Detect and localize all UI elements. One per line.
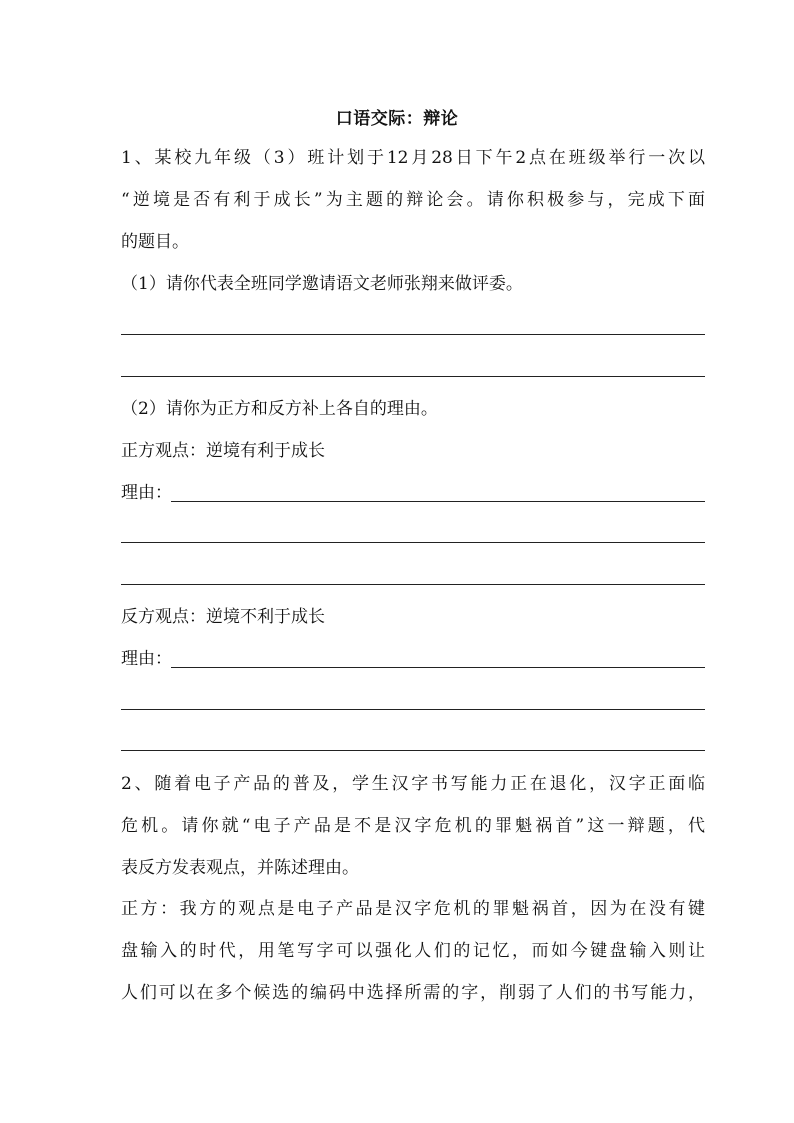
q2-line-1: 2、随着电子产品的普及，学生汉字书写能力正在退化，汉字正面临 <box>121 774 705 794</box>
answer-line[interactable] <box>121 376 705 377</box>
q1-sub1-prompt: （1）请你代表全班同学邀请语文老师张翔来做评委。 <box>121 274 523 294</box>
answer-line[interactable] <box>121 750 705 751</box>
answer-line[interactable] <box>171 501 705 502</box>
answer-line[interactable] <box>121 334 705 335</box>
answer-line[interactable] <box>121 709 705 710</box>
q2-answer-line-3: 人们可以在多个候选的编码中选择所需的字，削弱了人们的书写能力， <box>121 983 705 1003</box>
q1-line-1: 1、某校九年级（3）班计划于12月28日下午2点在班级举行一次以 <box>121 148 705 168</box>
pro-view: 正方观点：逆境有利于成长 <box>121 441 325 461</box>
q2-answer-line-2: 盘输入的时代，用笔写字可以强化人们的记忆，而如今键盘输入则让 <box>121 941 705 961</box>
q2-line-2: 危机。请你就“电子产品是不是汉字危机的罪魁祸首”这一辩题，代 <box>121 816 705 836</box>
page-title: 口语交际：辩论 <box>335 109 459 129</box>
answer-line[interactable] <box>121 542 705 543</box>
answer-line[interactable] <box>121 584 705 585</box>
q2-line-3: 表反方发表观点，并陈述理由。 <box>121 858 359 878</box>
pro-reason-label: 理由： <box>121 483 172 503</box>
q1-line-2: “逆境是否有利于成长”为主题的辩论会。请你积极参与，完成下面 <box>121 190 705 210</box>
q1-line-3: 的题目。 <box>121 232 189 252</box>
answer-line[interactable] <box>171 667 705 668</box>
con-reason-label: 理由： <box>121 649 172 669</box>
con-view: 反方观点：逆境不利于成长 <box>121 607 325 627</box>
q1-sub2-prompt: （2）请你为正方和反方补上各自的理由。 <box>121 399 438 419</box>
q2-answer-line-1: 正方：我方的观点是电子产品是汉字危机的罪魁祸首，因为在没有键 <box>121 899 705 919</box>
